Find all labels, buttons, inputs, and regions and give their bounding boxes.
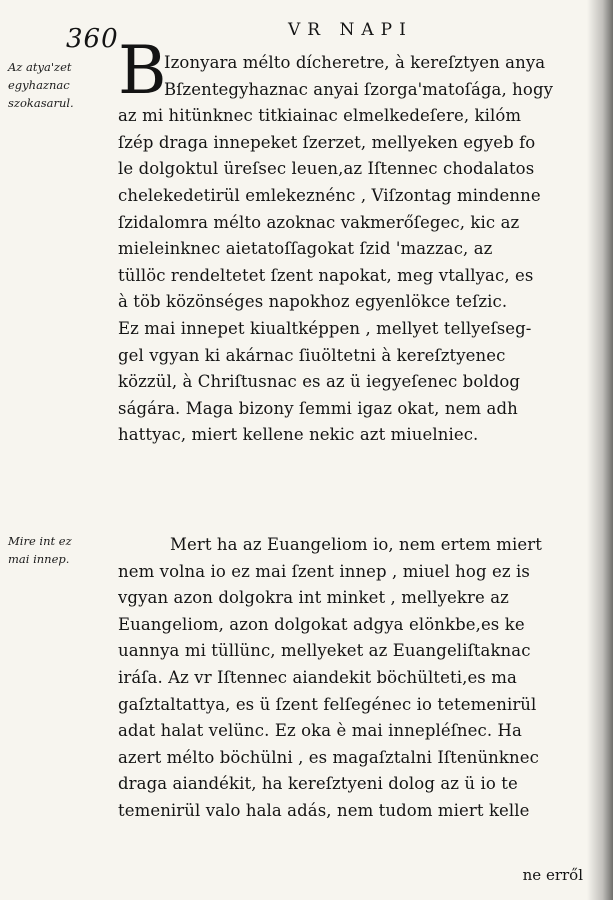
text-line: chelekedetirül emlekeznénc , Viſzontag mindenne	[118, 185, 541, 205]
paragraph-1	[118, 50, 613, 449]
text-line: iráſa. Az vr Iſtennec aiandekit böchülteti,es ma	[118, 667, 517, 687]
text-line: nem volna io ez mai ſzent innep , miuel hog ez is	[118, 561, 530, 581]
text-line: vgyan azon dolgokra int minket , mellyekre az	[118, 588, 509, 608]
text-line: közzül, à Chriſtusnac es az ü iegyeſenec boldog	[118, 372, 521, 392]
margin-note-line: mai innep.	[8, 552, 70, 566]
text-line: Mert ha az Euangeliom io, nem ertem miert	[170, 535, 542, 554]
margin-note-line: Az atya'zet	[8, 60, 72, 74]
margin-note-line: szokasarul.	[8, 96, 74, 110]
catchword: ne erről	[522, 866, 583, 884]
text-line: à töb közönséges napokhoz egyenlökce teſzic.	[118, 292, 508, 312]
margin-note-1	[8, 58, 74, 112]
text-line: az mi hitünknec titkiainac elmelkedeſere, kilóm	[118, 106, 522, 126]
running-head: VR NAPI	[288, 20, 413, 40]
text-line: ſzidalomra mélto azoknac vakmerőſegec, kic az	[118, 212, 520, 232]
text-line: gaſztaltattya, es ü ſzent felſegénec io tetemenirül	[118, 694, 537, 714]
text-line: Bſzentegyhaznac anyai ſzorga'matoſága, hogy	[164, 79, 554, 99]
text-line: ſzép draga innepeket ſzerzet, mellyeken egyeb fo	[118, 132, 536, 152]
text-line: uannya mi tüllünc, mellyeket az Euangeliſtaknac	[118, 641, 531, 661]
text-line: Izonyara mélto dícheretre, à kereſztyen anya	[164, 53, 546, 72]
margin-note-2	[8, 532, 72, 568]
paragraph-2	[118, 532, 613, 825]
drop-cap: B	[118, 32, 167, 109]
text-line: azert mélto böchülni , es magaſztalni Iſtenünknec	[118, 747, 539, 767]
margin-note-line: egyhaznac	[8, 78, 70, 92]
page-number: 360	[66, 24, 119, 54]
text-line: mieleinknec aietatoſſagokat ſzid 'mazzac, az	[118, 239, 493, 259]
text-line: Ez mai innepet kiualtképpen , mellyet tellyeſseg-	[118, 318, 532, 338]
margin-note-line: Mire int ez	[8, 534, 72, 548]
text-line: temenirül valo hala adás, nem tudom miert kelle	[118, 800, 530, 820]
text-line: gel vgyan ki akárnac ſiuöltetni à kereſztyenec	[118, 345, 506, 365]
text-line: le dolgoktul üreſsec leuen,az Iſtennec chodalatos	[118, 159, 535, 179]
text-line: draga aiandékit, ha kereſztyeni dolog az ü io te	[118, 774, 518, 794]
text-line: Euangeliom, azon dolgokat adgya elönkbe,es ke	[118, 614, 525, 634]
text-line: hattyac, miert kellene nekic azt miuelniec.	[118, 425, 479, 445]
text-line: tüllöc rendeltetet ſzent napokat, meg vtallyac, es	[118, 265, 534, 285]
text-line: adat halat velünc. Ez oka è mai innepléſnec. Ha	[118, 721, 522, 741]
text-line: ságára. Maga bizony ſemmi igaz okat, nem adh	[118, 398, 518, 418]
